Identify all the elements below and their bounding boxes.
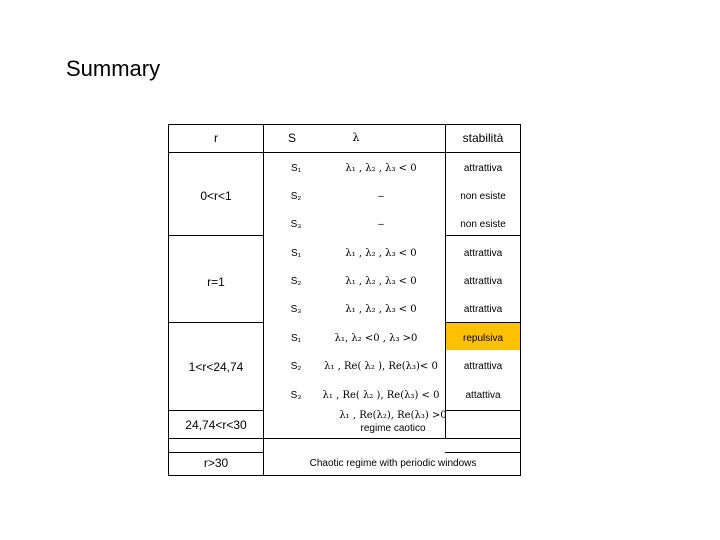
s-label: S₃	[290, 304, 302, 315]
stability-cell: attrattiva	[463, 248, 503, 259]
s-label: S₁	[290, 163, 302, 174]
lambda-cell: λ₁ , λ₂ , λ₃ < 0	[345, 304, 417, 315]
regime-label: regime caotico	[360, 423, 426, 434]
header-s: S	[287, 131, 297, 145]
lambda-cell: λ₁, λ₂ <0 , λ₃ >0	[334, 333, 418, 344]
page-title: Summary	[66, 56, 161, 81]
regime-label: Chaotic regime with periodic windows	[309, 458, 477, 469]
stability-cell: non esiste	[460, 191, 506, 202]
hline-r4	[168, 438, 521, 439]
vline-stab	[445, 124, 446, 439]
lambda-cell: λ₁ , λ₂ , λ₃ < 0	[345, 248, 417, 259]
header-lambda: λ	[352, 131, 360, 144]
vline-left	[168, 124, 169, 476]
r-range-label: 0<r<1	[200, 189, 232, 203]
lambda-cell: λ₁ , Re( λ₂ ), Re(λ₃) < 0	[322, 390, 440, 401]
stability-cell: attrattiva	[463, 163, 503, 174]
lambda-cell: λ₁ , λ₂ , λ₃ < 0	[345, 163, 417, 174]
header-stabilita: stabilità	[462, 131, 504, 145]
s-label: S₂	[290, 276, 302, 287]
s-label: S₃	[290, 390, 302, 401]
lambda-cell: λ₁ , λ₂ , λ₃ < 0	[345, 276, 417, 287]
hline-r1-a	[168, 235, 263, 236]
lambda-cell: –	[378, 191, 384, 202]
hline-r2-a	[168, 322, 263, 323]
r-range-label: r>30	[203, 456, 229, 470]
hline-r1-b	[445, 235, 521, 236]
r-range-label: 24,74<r<30	[185, 418, 247, 432]
lambda-cell: –	[378, 219, 384, 230]
hline-bottom	[168, 475, 521, 476]
s-label: S₁	[290, 333, 302, 344]
stability-cell: non esiste	[460, 219, 506, 230]
lambda-cell: λ₁ , Re(λ₂), Re(λ₃) >0	[339, 410, 447, 421]
hline-r2-b	[445, 322, 521, 323]
hline-r5-a	[168, 452, 263, 453]
stability-cell: repulsiva	[462, 333, 504, 344]
hline-header	[168, 152, 521, 153]
hline-r5-b	[445, 452, 521, 453]
r-range-label: r=1	[207, 275, 225, 289]
s-label: S₂	[290, 191, 302, 202]
s-label: S₁	[290, 248, 302, 259]
hline-r3-a	[168, 410, 263, 411]
s-label: S₂	[290, 361, 302, 372]
stability-cell: attattiva	[465, 390, 501, 401]
stability-cell: attrattiva	[463, 304, 503, 315]
vline-r	[263, 124, 264, 476]
hline-r3-b	[445, 410, 521, 411]
r-range-label: 1<r<24,74	[188, 360, 244, 374]
header-r: r	[214, 131, 218, 145]
stability-cell: attrattiva	[463, 361, 503, 372]
lambda-cell: λ₁ , Re( λ₂ ), Re(λ₃)< 0	[324, 361, 438, 372]
hline-top	[168, 124, 521, 125]
s-label: S₃	[290, 219, 302, 230]
stability-cell: attrattiva	[463, 276, 503, 287]
vline-right	[520, 124, 521, 476]
